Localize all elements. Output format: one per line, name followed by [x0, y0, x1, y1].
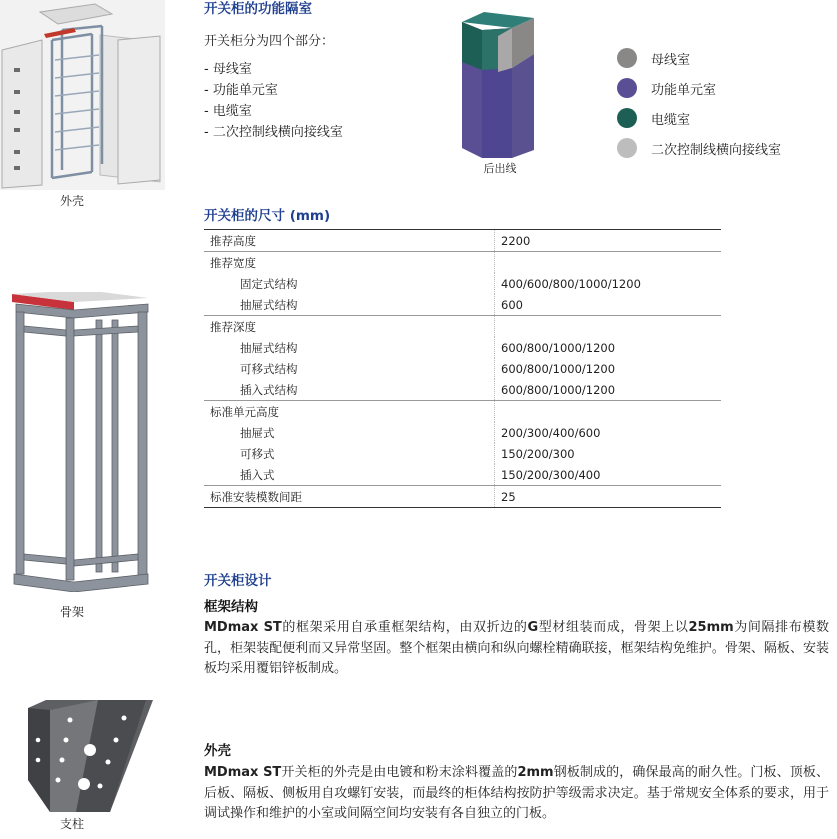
- row-label: 推荐深度: [204, 316, 495, 338]
- enclosure-illustration: [0, 0, 165, 190]
- row-label: 抽屉式结构: [240, 297, 298, 312]
- table-row: [204, 230, 721, 252]
- row-value: 150/200/300/400: [495, 464, 722, 486]
- row-label: 抽屉式: [240, 425, 275, 440]
- enclosure-exploded-drawing: [0, 0, 165, 190]
- row-value: 2200: [495, 230, 722, 252]
- paragraph-text: 的框架采用自承重框架结构，由双折边的: [281, 620, 528, 635]
- table-row: [204, 464, 721, 486]
- legend-swatch: [617, 108, 637, 128]
- row-value: 600/800/1000/1200: [495, 358, 722, 379]
- cabinet-3d-illustration: [458, 10, 536, 160]
- row-value: 600/800/1000/1200: [495, 337, 722, 358]
- row-label: 抽屉式结构: [240, 340, 298, 355]
- row-label: 推荐高度: [204, 230, 495, 252]
- row-label: 推荐宽度: [204, 252, 495, 274]
- legend-item-cable: [617, 103, 781, 133]
- brand-name: MDmax ST: [204, 620, 282, 635]
- frame-structure-heading: 框架结构: [204, 599, 258, 615]
- cabinet-3d-caption: 后出线: [483, 162, 517, 175]
- post-profile-drawing: [28, 700, 153, 812]
- row-value: 200/300/400/600: [495, 422, 722, 443]
- enclosure-paragraph: [204, 763, 829, 825]
- compartments-title: 开关柜的功能隔室: [204, 1, 312, 17]
- table-row: [204, 252, 721, 274]
- row-label: 标准安装模数间距: [204, 486, 495, 508]
- row-value: 600: [495, 294, 722, 316]
- row-value: [495, 252, 722, 274]
- legend-swatch: [617, 78, 637, 98]
- legend-swatch: [617, 48, 637, 68]
- post-caption: 支柱: [59, 817, 84, 831]
- legend-label: 功能单元室: [651, 82, 717, 98]
- enclosure-caption: 外壳: [59, 194, 84, 208]
- design-title: 开关柜设计: [204, 573, 272, 589]
- compartment-item: - 二次控制线横向接线室: [204, 125, 343, 140]
- table-row: [204, 337, 721, 358]
- cabinet-3d-drawing: [458, 10, 536, 160]
- compartments-list: [204, 59, 343, 143]
- table-row: [204, 316, 721, 338]
- legend-swatch: [617, 138, 637, 158]
- legend-item-secondary-wiring: [617, 133, 781, 163]
- hole-spacing: 25mm: [688, 620, 734, 635]
- paragraph-text: 钢板制成的，确保最高的耐久性。门板、顶板、后板、隔板、侧板用自攻螺钉安装，而最终的柜体结构按防护等级需求决定。基于常规安全体系的要求，用于调试操作和维护的小室或间隔空间均安装有各自独立的门板。: [204, 765, 829, 821]
- brand-name: MDmax ST: [204, 765, 282, 780]
- table-row: [204, 358, 721, 379]
- frame-caption: 骨架: [59, 605, 84, 619]
- row-value: 600/800/1000/1200: [495, 379, 722, 401]
- legend-item-function-unit: [617, 73, 781, 103]
- table-row: [204, 379, 721, 401]
- legend-label: 母线室: [651, 52, 691, 68]
- row-label: 固定式结构: [240, 276, 298, 291]
- row-label: 插入式: [240, 467, 275, 482]
- dimensions-title: 开关柜的尺寸 (mm): [204, 208, 331, 224]
- frame-illustration: [8, 292, 158, 592]
- row-value: 25: [495, 486, 722, 508]
- row-label: 标准单元高度: [204, 401, 495, 423]
- enclosure-heading: 外壳: [204, 743, 231, 759]
- post-illustration: [28, 700, 153, 812]
- table-row: [204, 401, 721, 423]
- table-row: [204, 486, 721, 508]
- profile-letter: G: [527, 620, 539, 635]
- paragraph-text: 型材组装而成，骨架上以: [538, 620, 689, 635]
- table-row: [204, 294, 721, 316]
- row-label: 可移式: [240, 446, 275, 461]
- row-value: [495, 316, 722, 338]
- compartment-legend: [617, 43, 781, 163]
- legend-label: 二次控制线横向接线室: [651, 142, 782, 158]
- paragraph-text: 开关柜的外壳是由电镀和粉末涂料覆盖的: [281, 765, 518, 780]
- steel-thickness: 2mm: [517, 765, 554, 780]
- table-row: [204, 422, 721, 443]
- compartment-item: - 功能单元室: [204, 83, 278, 98]
- row-value: 150/200/300: [495, 443, 722, 464]
- row-value: [495, 401, 722, 423]
- row-label: 可移式结构: [240, 361, 298, 376]
- frame-structure-paragraph: [204, 618, 829, 680]
- compartments-intro: 开关柜分为四个部分：: [204, 34, 335, 49]
- row-label: 插入式结构: [240, 382, 298, 397]
- compartment-item: - 电缆室: [204, 104, 252, 119]
- table-row: [204, 443, 721, 464]
- legend-item-busbar: [617, 43, 781, 73]
- table-row: [204, 273, 721, 294]
- compartment-item: - 母线室: [204, 62, 252, 77]
- frame-skeleton-drawing: [8, 292, 158, 592]
- dimensions-table: [204, 229, 721, 508]
- row-value: 400/600/800/1000/1200: [495, 273, 722, 294]
- paragraph-text: 为间隔排布模数孔，柜架装配便利而又异常坚固。整个框架由横向和纵向螺栓精确联接，框架结构免维护。骨架、隔板、安装板均采用覆铝锌板制成。: [204, 620, 829, 676]
- legend-label: 电缆室: [651, 112, 691, 128]
